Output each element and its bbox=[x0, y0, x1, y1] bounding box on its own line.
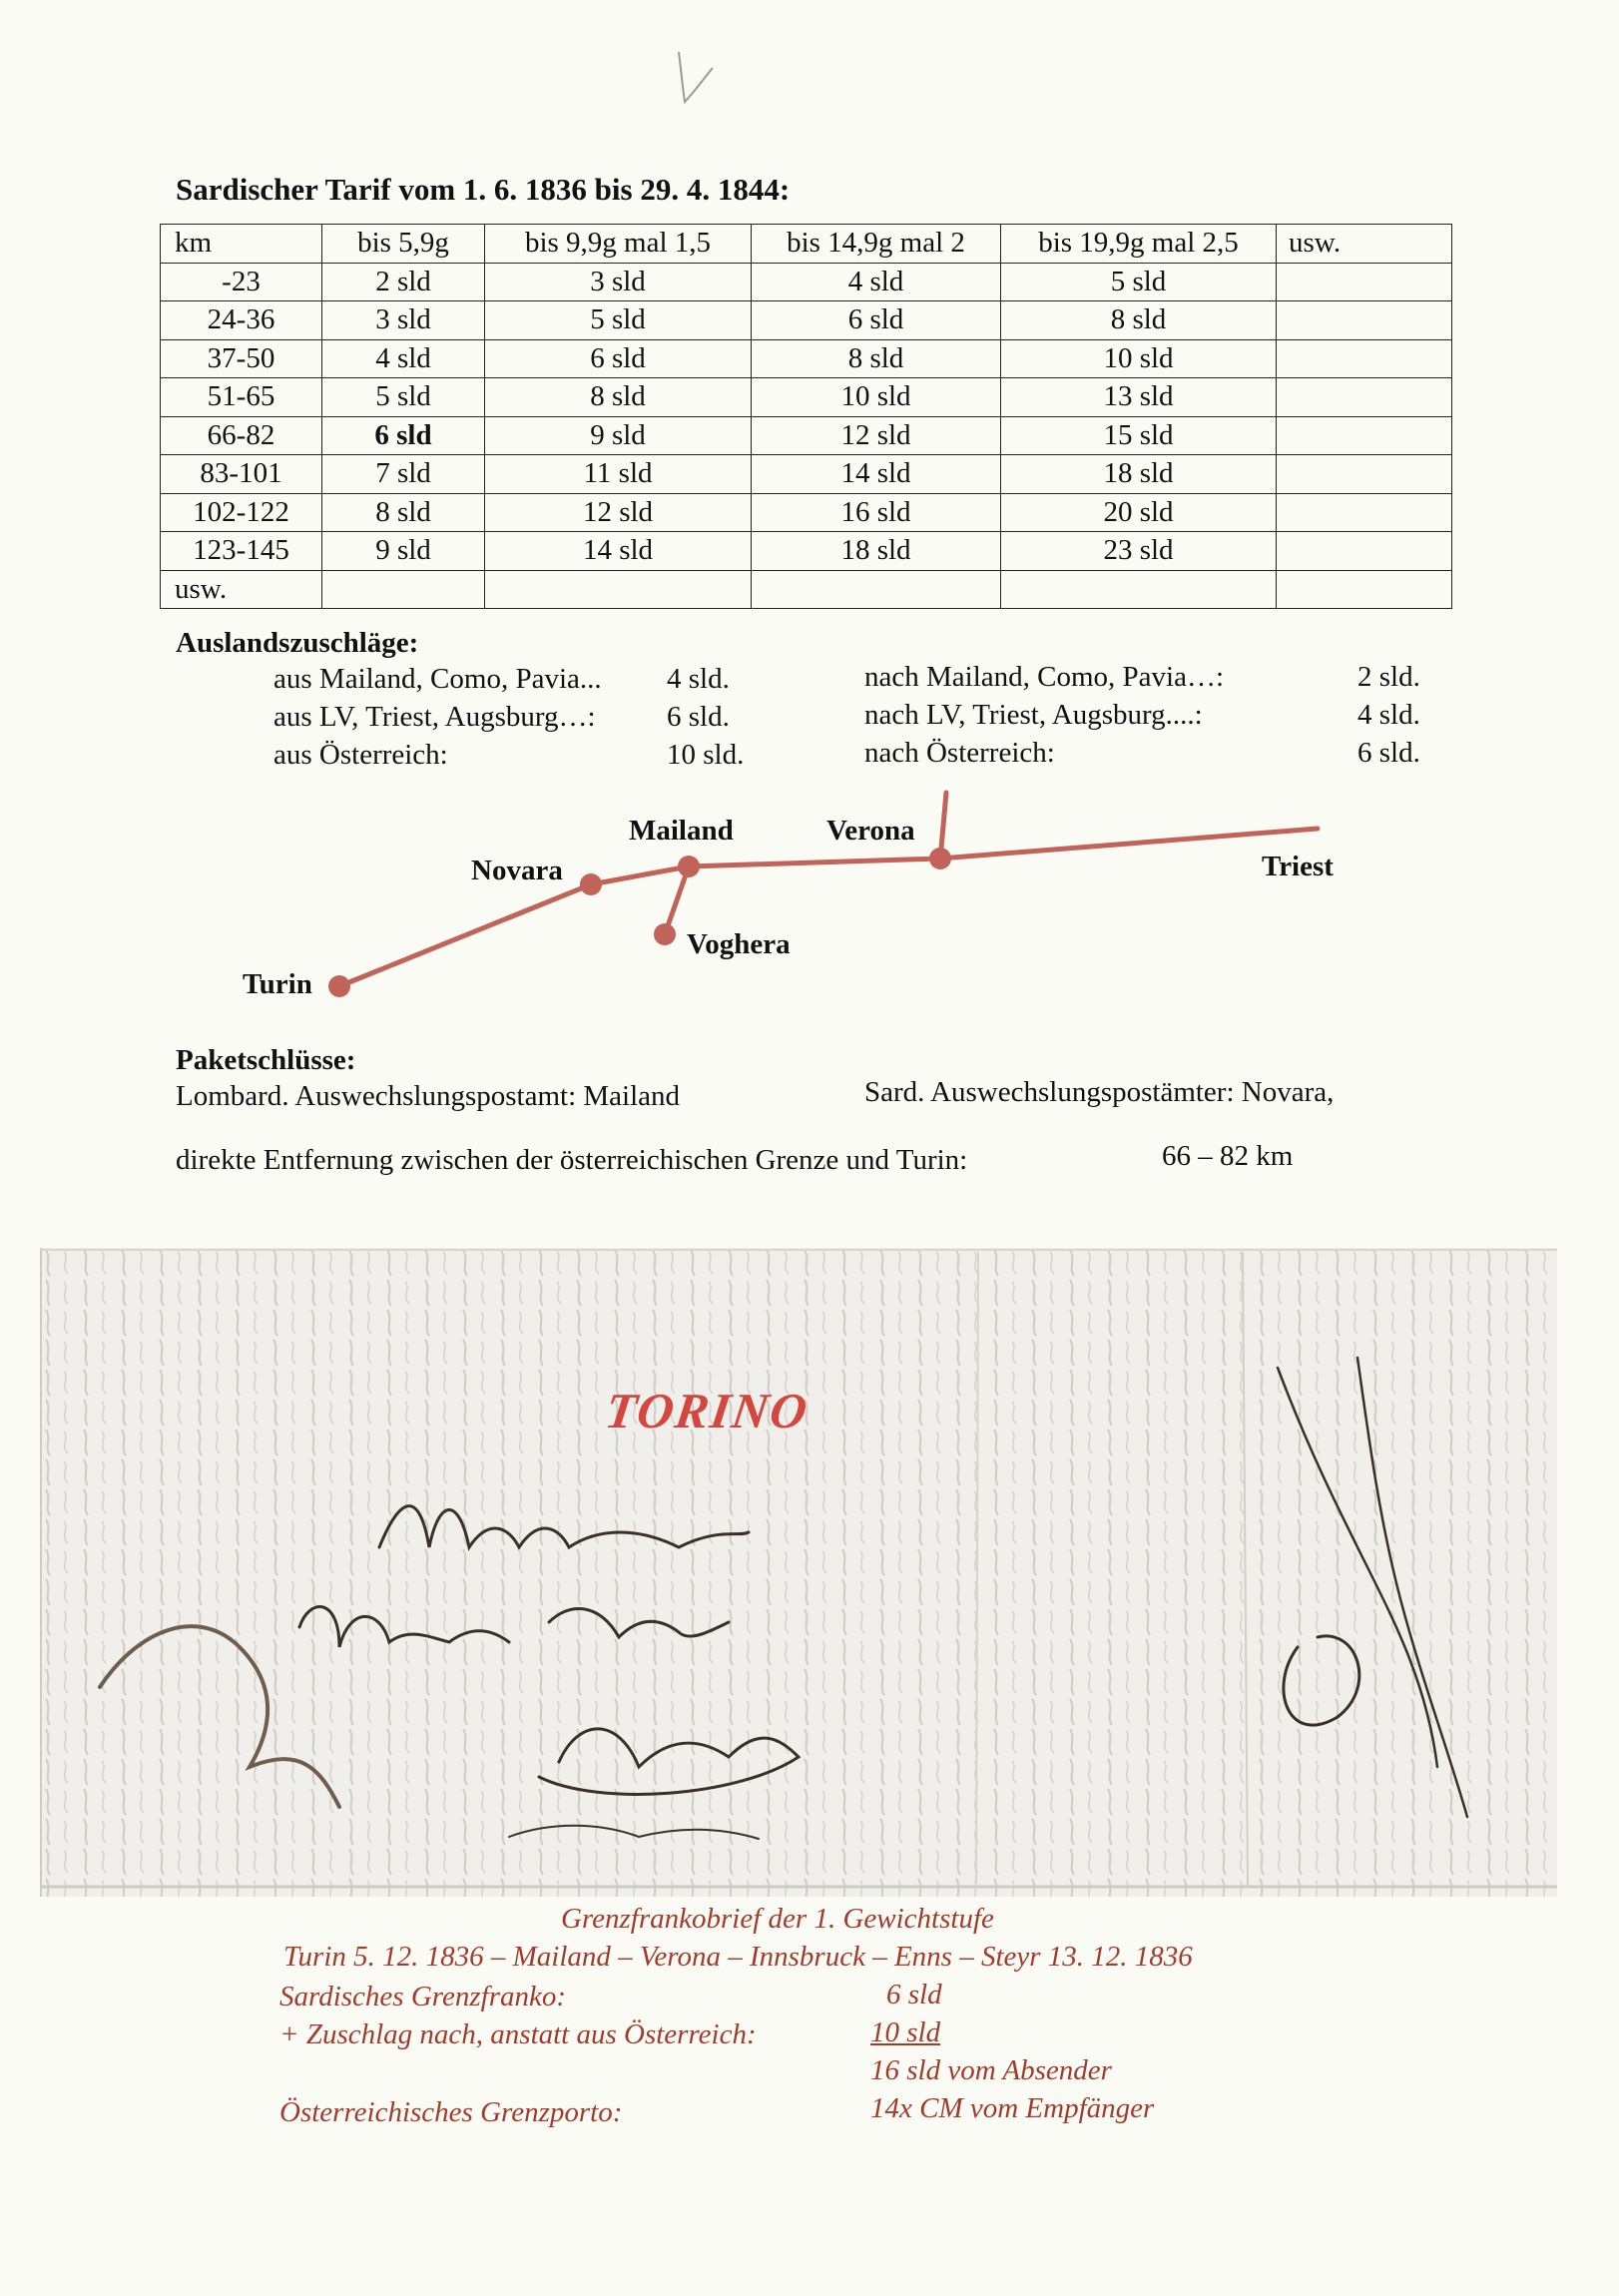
table-cell: 3 sld bbox=[485, 263, 752, 301]
surcharge-to-label: nach Österreich: bbox=[864, 737, 1055, 769]
table-cell bbox=[1277, 532, 1452, 571]
table-cell: 20 sld bbox=[1001, 493, 1277, 532]
table-row bbox=[161, 532, 1452, 571]
table-cell: 18 sld bbox=[1001, 455, 1277, 494]
table-cell: 83-101 bbox=[161, 455, 322, 494]
table-cell: 8 sld bbox=[752, 339, 1001, 378]
table-cell: 123-145 bbox=[161, 532, 322, 571]
table-header-row bbox=[161, 225, 1452, 264]
city-marker-voghera bbox=[654, 923, 676, 945]
table-cell: 5 sld bbox=[1001, 263, 1277, 301]
caption-row4-value: 14x CM vom Empfänger bbox=[870, 2092, 1155, 2124]
distance-value: 66 – 82 km bbox=[1162, 1140, 1294, 1172]
surcharge-from-value: 4 sld. bbox=[667, 663, 730, 695]
route-line bbox=[591, 866, 689, 884]
table-cell: 24-36 bbox=[161, 301, 322, 340]
torino-postmark: TORINO bbox=[602, 1383, 812, 1438]
city-marker-novara bbox=[580, 873, 602, 895]
parcel-lombard: Lombard. Auswechslungspostamt: Mailand bbox=[176, 1080, 681, 1112]
table-row bbox=[161, 570, 1452, 609]
header-cell: bis 19,9g mal 2,5 bbox=[1001, 225, 1277, 264]
table-cell: 8 sld bbox=[1001, 301, 1277, 340]
tariff-table bbox=[160, 224, 1452, 609]
caption-line2: Turin 5. 12. 1836 – Mailand – Verona – Innsbruck – Enns – Steyr 13. 12. 1836 bbox=[283, 1941, 1193, 1973]
page-title: Sardischer Tarif vom 1. 6. 1836 bis 29. 4. 1844: bbox=[176, 172, 791, 207]
caption-row2-label: + Zuschlag nach, anstatt aus Österreich: bbox=[279, 2018, 757, 2050]
surcharge-from-value: 10 sld. bbox=[667, 739, 745, 771]
table-cell: 5 sld bbox=[322, 378, 485, 417]
caption-row4-label: Österreichisches Grenzporto: bbox=[279, 2096, 623, 2128]
surcharges-heading: Auslandszuschläge: bbox=[176, 627, 419, 659]
city-label-novara: Novara bbox=[471, 855, 563, 886]
table-row bbox=[161, 339, 1452, 378]
table-cell: 66-82 bbox=[161, 416, 322, 455]
table-row bbox=[161, 263, 1452, 301]
table-cell bbox=[485, 570, 752, 609]
pencil-mark bbox=[671, 48, 719, 108]
table-cell: 9 sld bbox=[485, 416, 752, 455]
table-cell bbox=[322, 570, 485, 609]
table-cell: 15 sld bbox=[1001, 416, 1277, 455]
table-cell bbox=[1001, 570, 1277, 609]
city-label-verona: Verona bbox=[826, 815, 915, 847]
table-cell: 8 sld bbox=[485, 378, 752, 417]
city-label-triest: Triest bbox=[1262, 851, 1334, 882]
surcharge-from-value: 6 sld. bbox=[667, 701, 730, 733]
table-row bbox=[161, 378, 1452, 417]
caption-line1: Grenzfrankobrief der 1. Gewichtstufe bbox=[561, 1903, 994, 1935]
letter-cover-image bbox=[40, 1248, 1557, 1897]
table-cell: -23 bbox=[161, 263, 322, 301]
table-cell: 10 sld bbox=[752, 378, 1001, 417]
table-row bbox=[161, 301, 1452, 340]
table-cell: 3 sld bbox=[322, 301, 485, 340]
parcel-heading: Paketschlüsse: bbox=[176, 1044, 356, 1076]
table-cell bbox=[1277, 455, 1452, 494]
table-cell bbox=[1277, 378, 1452, 417]
surcharge-to-value: 6 sld. bbox=[1357, 737, 1420, 769]
table-row bbox=[161, 416, 1452, 455]
table-cell: 10 sld bbox=[1001, 339, 1277, 378]
table-cell: 5 sld bbox=[485, 301, 752, 340]
surcharge-to-value: 2 sld. bbox=[1357, 661, 1420, 693]
table-cell: 12 sld bbox=[485, 493, 752, 532]
header-cell: bis 9,9g mal 1,5 bbox=[485, 225, 752, 264]
table-cell-highlighted: 6 sld bbox=[322, 416, 485, 455]
city-marker-turin bbox=[328, 975, 350, 997]
surcharge-from-label: aus Mailand, Como, Pavia... bbox=[273, 663, 602, 695]
caption-row3-value: 16 sld vom Absender bbox=[870, 2054, 1112, 2086]
city-marker-mailand bbox=[678, 856, 700, 877]
table-cell: 6 sld bbox=[752, 301, 1001, 340]
table-cell bbox=[1277, 570, 1452, 609]
table-cell bbox=[1277, 493, 1452, 532]
header-cell: bis 14,9g mal 2 bbox=[752, 225, 1001, 264]
table-cell bbox=[1277, 339, 1452, 378]
table-cell: 18 sld bbox=[752, 532, 1001, 571]
city-label-mailand: Mailand bbox=[629, 815, 734, 847]
city-marker-verona bbox=[929, 848, 951, 869]
table-cell: usw. bbox=[161, 570, 322, 609]
table-cell: 12 sld bbox=[752, 416, 1001, 455]
table-cell: 7 sld bbox=[322, 455, 485, 494]
table-cell: 14 sld bbox=[485, 532, 752, 571]
table-cell: 6 sld bbox=[485, 339, 752, 378]
header-cell: km bbox=[161, 225, 322, 264]
surcharge-from-label: aus LV, Triest, Augsburg…: bbox=[273, 701, 596, 733]
table-cell: 2 sld bbox=[322, 263, 485, 301]
surcharge-to-label: nach LV, Triest, Augsburg....: bbox=[864, 699, 1203, 731]
table-cell: 13 sld bbox=[1001, 378, 1277, 417]
table-cell: 23 sld bbox=[1001, 532, 1277, 571]
surcharge-to-label: nach Mailand, Como, Pavia…: bbox=[864, 661, 1225, 693]
table-cell: 51-65 bbox=[161, 378, 322, 417]
route-line bbox=[689, 859, 940, 866]
parcel-sard: Sard. Auswechslungspostämter: Novara, bbox=[864, 1076, 1335, 1108]
table-cell: 102-122 bbox=[161, 493, 322, 532]
table-cell: 14 sld bbox=[752, 455, 1001, 494]
surcharge-to-value: 4 sld. bbox=[1357, 699, 1420, 731]
table-cell: 37-50 bbox=[161, 339, 322, 378]
caption-row1-value: 6 sld bbox=[886, 1979, 942, 2010]
header-cell: usw. bbox=[1277, 225, 1452, 264]
table-cell bbox=[752, 570, 1001, 609]
surcharge-from-label: aus Österreich: bbox=[273, 739, 448, 771]
distance-label: direkte Entfernung zwischen der österreichischen Grenze und Turin: bbox=[176, 1144, 968, 1176]
caption-row1-label: Sardisches Grenzfranko: bbox=[279, 1981, 567, 2012]
table-cell: 4 sld bbox=[752, 263, 1001, 301]
table-cell: 11 sld bbox=[485, 455, 752, 494]
table-cell: 4 sld bbox=[322, 339, 485, 378]
table-cell bbox=[1277, 263, 1452, 301]
city-label-turin: Turin bbox=[243, 968, 312, 1000]
table-row bbox=[161, 455, 1452, 494]
table-cell: 16 sld bbox=[752, 493, 1001, 532]
caption-row2-value: 10 sld bbox=[870, 2016, 941, 2048]
table-row bbox=[161, 493, 1452, 532]
table-cell bbox=[1277, 416, 1452, 455]
route-line bbox=[339, 884, 591, 986]
city-label-voghera: Voghera bbox=[687, 928, 791, 960]
table-cell: 8 sld bbox=[322, 493, 485, 532]
table-cell: 9 sld bbox=[322, 532, 485, 571]
table-cell bbox=[1277, 301, 1452, 340]
header-cell: bis 5,9g bbox=[322, 225, 485, 264]
